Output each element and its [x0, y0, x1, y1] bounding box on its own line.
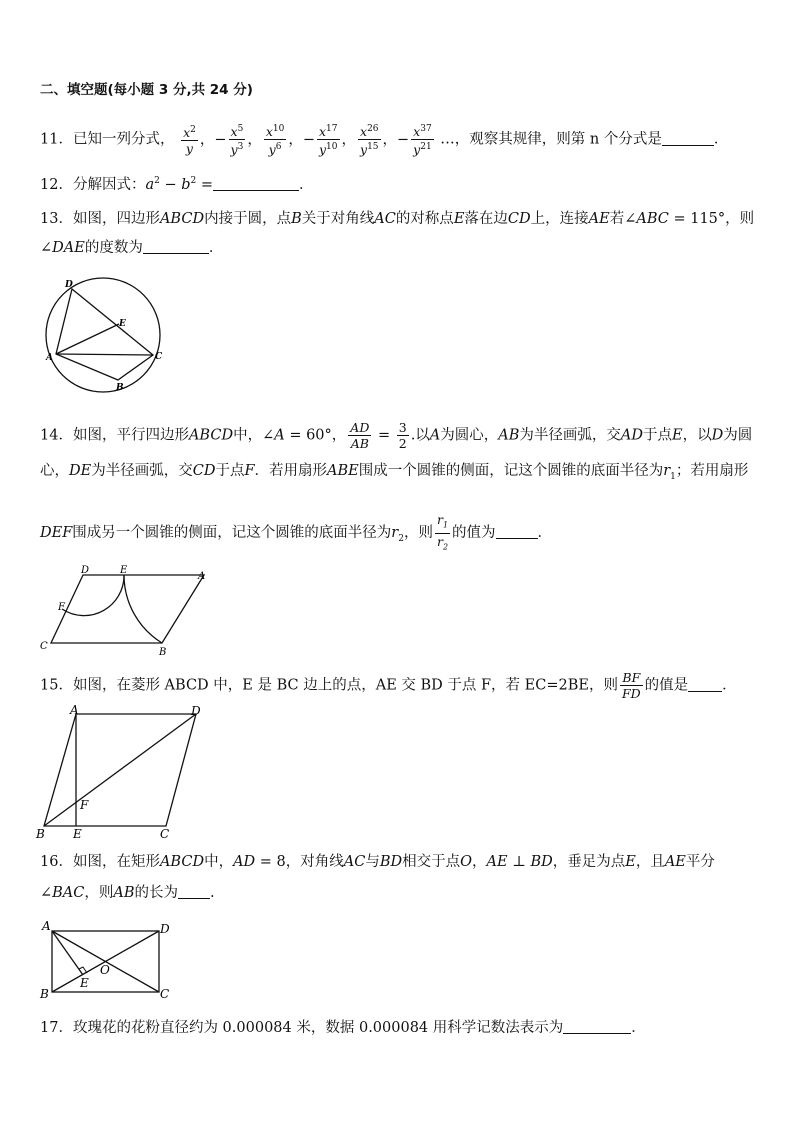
math-var: DE — [69, 463, 92, 479]
text: 为圆心， — [440, 427, 499, 444]
text: 为半径画弧，交 — [91, 463, 193, 479]
text: = 115°，则 — [668, 211, 755, 227]
period: ． — [631, 1020, 646, 1036]
math-var: E — [453, 211, 465, 227]
text: 的度数为 — [84, 240, 143, 256]
denominator: $y^{21}$ — [413, 142, 432, 158]
text: = 60°， — [284, 427, 347, 444]
math-var: ABCD — [159, 211, 205, 227]
denominator: y — [185, 141, 193, 157]
fraction-term — [229, 122, 246, 157]
minus-sign: − — [159, 176, 182, 193]
text: .以 — [410, 427, 430, 444]
text: 平分 — [685, 854, 715, 870]
label-e: E — [80, 976, 89, 990]
text: 如图，在矩形 — [72, 854, 160, 870]
fraction-bf-fd — [620, 670, 643, 701]
text: 围成一个圆锥的侧面，记这个圆锥的底面半径为 — [358, 463, 664, 479]
math-var: F — [244, 463, 255, 479]
fraction-sequence — [179, 124, 436, 158]
answer-blank[interactable] — [178, 884, 210, 899]
circle — [46, 278, 160, 392]
question-16-line-1 — [40, 852, 715, 872]
question-number: 13． — [40, 211, 73, 227]
arc-be — [124, 575, 162, 643]
question-number: 12． — [40, 176, 73, 193]
text: 围成另一个圆锥的侧面，记这个圆锥的底面半径为 — [72, 525, 392, 541]
question-number: 15． — [40, 677, 73, 694]
text: ，则 — [403, 525, 433, 541]
period: ． — [299, 176, 314, 193]
text: 的长为 — [134, 885, 179, 901]
denominator: 2 — [398, 436, 407, 451]
diagonal-bd — [44, 714, 196, 826]
question-15 — [40, 670, 737, 701]
comma: ， — [382, 131, 398, 148]
math-var: E — [672, 427, 683, 444]
math-var: BAC — [52, 885, 85, 901]
question-14-line-2 — [40, 461, 748, 487]
answer-blank[interactable] — [563, 1019, 631, 1034]
text: 如图，四边形 — [72, 211, 160, 227]
numerator: BF — [620, 670, 643, 686]
math-var: ABCD — [159, 854, 205, 870]
text: 关于对角线 — [301, 211, 375, 227]
question-11 — [40, 122, 728, 157]
label-c: C — [155, 352, 163, 362]
segment-ae — [52, 931, 83, 975]
denominator: $y^{10}$ — [318, 142, 338, 158]
math-var: AE — [486, 854, 508, 870]
math-var: r — [436, 533, 443, 549]
math-var: AD — [233, 854, 256, 870]
text: ，垂足为点 — [552, 854, 626, 870]
denominator: $y^6$ — [268, 142, 282, 158]
subscript: 2 — [398, 533, 404, 544]
section-title: 二、填空题(每小题 3 分,共 24 分) — [40, 82, 253, 98]
question-text: …，观察其规律，则第 n 个分式是 — [440, 131, 662, 148]
text: 落在边 — [464, 211, 508, 227]
comma: ， — [199, 131, 215, 148]
label-f: F — [58, 602, 65, 613]
math-var: r — [663, 463, 671, 479]
perp-sign: ⊥ — [507, 854, 531, 870]
label-a: A — [46, 353, 53, 363]
subscript: 2 — [442, 542, 449, 551]
var-b: b — [181, 176, 191, 193]
exponent: 2 — [190, 176, 197, 186]
text: 相交于点 — [402, 854, 461, 870]
text: 心， — [40, 463, 69, 479]
label-d: D — [65, 280, 73, 290]
math-var: AB — [498, 427, 520, 444]
numerator: $x^2$ — [183, 125, 196, 141]
math-var: CD — [507, 211, 531, 227]
numerator: $x^5$ — [230, 124, 244, 140]
negative-sign: − — [214, 131, 227, 148]
fraction-term — [358, 122, 381, 157]
label-c: C — [160, 827, 170, 841]
math-var: D — [711, 427, 724, 444]
label-b: B — [116, 383, 124, 393]
text: 与 — [365, 854, 380, 870]
answer-blank[interactable] — [662, 131, 714, 146]
text: 于点 — [215, 463, 245, 479]
question-text: 的值是 — [644, 677, 689, 694]
text: 内接于圆，点 — [204, 211, 292, 227]
math-var: ABCD — [188, 427, 234, 444]
denominator — [435, 534, 450, 555]
question-text: 分解因式： — [72, 176, 146, 193]
comma: ， — [288, 131, 303, 148]
question-14-line-1 — [40, 420, 752, 451]
comma: ， — [247, 131, 262, 148]
question-number: 11． — [40, 131, 73, 148]
text: ， — [472, 854, 487, 870]
diagonal-ac — [56, 354, 153, 355]
fraction-r1-r2 — [435, 512, 450, 554]
text: 如图，平行四边形 — [72, 427, 189, 444]
text: ，且 — [635, 854, 665, 870]
fraction-term — [181, 123, 198, 156]
text: 于点 — [643, 427, 673, 444]
rectangle-figure — [36, 918, 186, 1004]
angle-sign: ∠ — [40, 240, 53, 256]
label-o: O — [100, 963, 110, 977]
label-f: F — [80, 798, 89, 812]
math-var: O — [460, 854, 473, 870]
math-var: AD — [620, 427, 644, 444]
period: ． — [208, 240, 224, 256]
angle-sign: ∠ — [40, 885, 53, 901]
equals-sign: = — [373, 427, 395, 444]
circle-quadrilateral-figure — [38, 276, 178, 396]
math-var: r — [391, 525, 399, 541]
numerator: 3 — [398, 420, 407, 435]
math-var: AC — [374, 211, 396, 227]
parallelogram-arcs-figure — [38, 564, 218, 656]
text: ，则 — [84, 885, 114, 901]
segment-ae — [56, 324, 119, 354]
text: 为半径画弧，交 — [519, 427, 621, 444]
label-e: E — [73, 827, 82, 841]
text: 上，连接 — [530, 211, 589, 227]
fraction-term — [411, 122, 434, 157]
label-e: E — [120, 565, 128, 576]
var-a: a — [145, 176, 155, 193]
question-12 — [40, 171, 314, 195]
question-13-line-1 — [40, 209, 754, 229]
label-c: C — [40, 641, 48, 652]
text: 中， — [204, 854, 234, 870]
text: ，以 — [682, 427, 712, 444]
question-number: 14． — [40, 427, 73, 444]
question-text: 如图，在菱形 ABCD 中，E 是 BC 边上的点，AE 交 BD 于点 F，若 EC=2BE，则 — [72, 677, 618, 694]
math-var: E — [625, 854, 636, 870]
text: 若∠ — [609, 211, 637, 227]
denominator: AB — [350, 436, 369, 451]
period: ． — [537, 525, 553, 541]
question-13-line-2 — [40, 238, 223, 258]
label-b: B — [40, 987, 49, 1001]
numerator: AD — [350, 420, 370, 435]
label-a: A — [70, 703, 79, 717]
negative-sign: − — [397, 131, 410, 148]
numerator — [435, 512, 450, 534]
numerator: $x^{26}$ — [360, 124, 379, 140]
math-var: AB — [113, 885, 135, 901]
fraction-3-2 — [397, 420, 409, 451]
arc-ef — [62, 575, 124, 616]
math-var: BD — [530, 854, 553, 870]
period: . — [210, 885, 215, 901]
text: 的值为 — [452, 525, 496, 541]
denominator: $y^3$ — [230, 142, 244, 158]
answer-blank[interactable] — [143, 239, 209, 254]
numerator: $x^{10}$ — [265, 124, 285, 140]
math-var: ABC — [636, 211, 669, 227]
question-17 — [40, 1018, 646, 1038]
label-b: B — [36, 827, 45, 841]
question-text: 已知一列分式， — [72, 131, 175, 148]
math-var: AC — [343, 854, 366, 870]
question-text: 玫瑰花的花粉直径约为 0.000084 米，数据 0.000084 用科学记数法表示为 — [72, 1020, 564, 1036]
fraction-term — [317, 122, 340, 157]
exponent: 2 — [154, 176, 160, 186]
rhombus-figure — [34, 704, 214, 840]
label-e: E — [119, 319, 126, 329]
math-var: r — [436, 512, 443, 527]
fraction-ad-ab — [348, 420, 371, 451]
answer-blank[interactable] — [496, 524, 538, 539]
text: 为圆 — [723, 427, 753, 444]
comma: ， — [341, 131, 356, 148]
label-a: A — [42, 919, 51, 933]
question-16-line-2 — [40, 883, 215, 903]
period: ． — [722, 677, 737, 694]
math-var: A — [274, 427, 285, 444]
numerator: $x^{17}$ — [318, 124, 338, 140]
answer-blank[interactable] — [688, 677, 722, 692]
equals-sign: = — [196, 176, 214, 193]
denominator: FD — [621, 686, 641, 701]
math-var: CD — [192, 463, 216, 479]
quadrilateral-abcd — [56, 289, 153, 380]
text: = 8，对角线 — [255, 854, 344, 870]
denominator: $y^{15}$ — [360, 142, 379, 158]
math-var: AE — [664, 854, 686, 870]
text: 的对称点 — [395, 211, 454, 227]
negative-sign: − — [302, 131, 315, 148]
numerator: $x^{37}$ — [413, 124, 432, 140]
label-d: D — [160, 922, 170, 936]
question-number: 17． — [40, 1020, 73, 1036]
answer-blank[interactable] — [213, 176, 299, 191]
text: 中，∠ — [233, 427, 275, 444]
label-d: D — [81, 565, 90, 576]
label-c: C — [160, 987, 170, 1001]
math-var: BD — [379, 854, 403, 870]
period: ． — [713, 131, 729, 148]
math-var: B — [291, 211, 302, 227]
label-d: D — [191, 704, 201, 718]
question-14-line-3 — [40, 512, 552, 554]
math-var: A — [429, 427, 441, 444]
label-a: A — [198, 571, 206, 582]
subscript: 1 — [670, 471, 676, 482]
math-var: DEF — [40, 525, 73, 541]
subscript: 1 — [442, 520, 449, 530]
parallelogram-abcd — [51, 575, 204, 643]
label-b: B — [159, 647, 167, 658]
text: ；若用扇形 — [675, 463, 749, 479]
fraction-term — [264, 122, 287, 157]
question-number: 16． — [40, 854, 73, 870]
text: ．若用扇形 — [254, 463, 328, 479]
math-var: AE — [588, 211, 610, 227]
math-var: DAE — [52, 240, 85, 256]
math-var: ABE — [327, 463, 359, 479]
